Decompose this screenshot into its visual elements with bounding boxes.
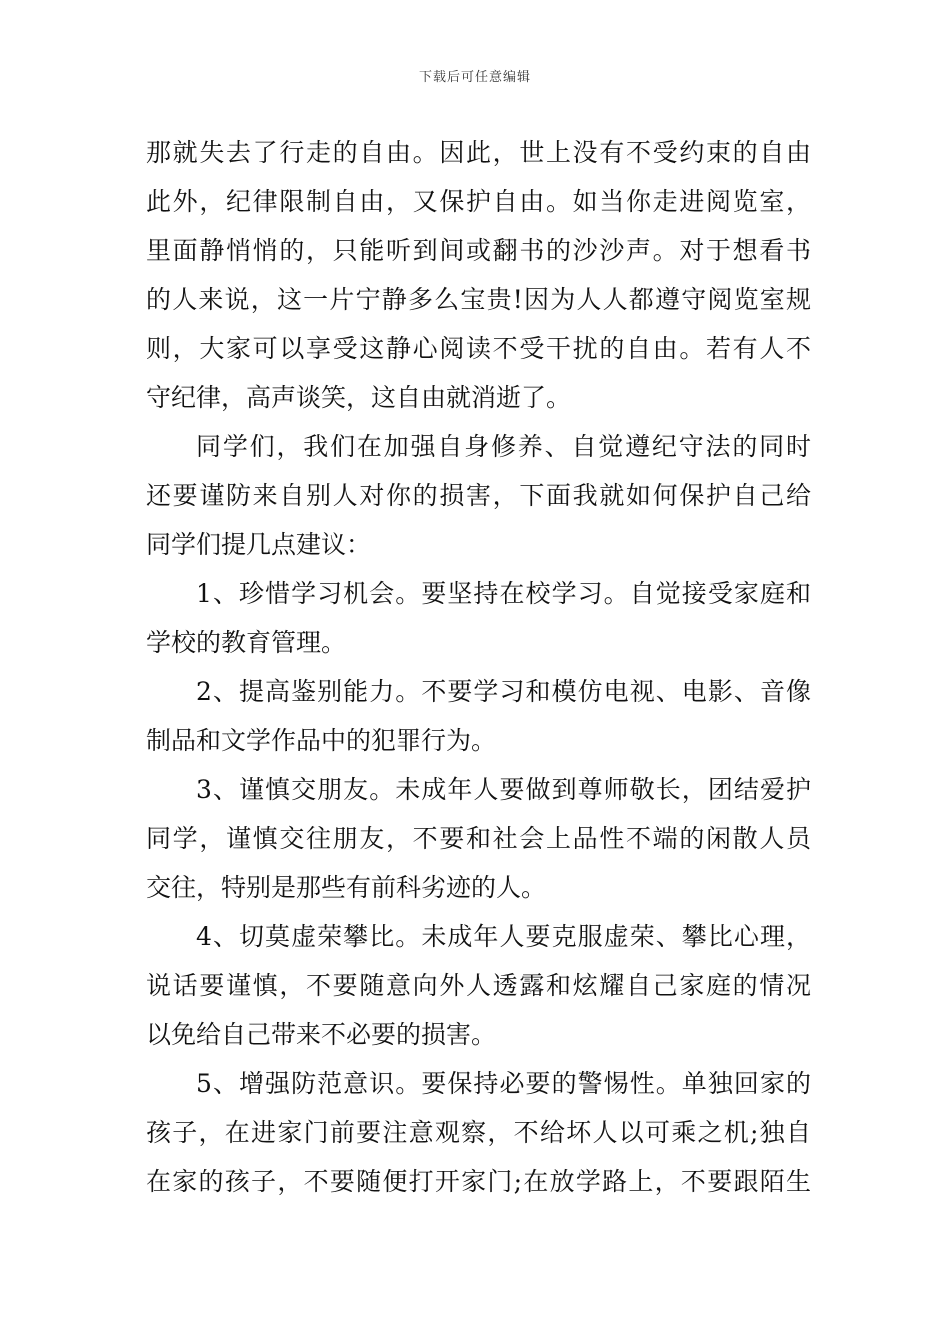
text-line: 则，大家可以享受这静心阅读不受干扰的自由。若有人不 xyxy=(146,334,811,363)
text-line: 交往，特别是那些有前科劣迹的人。 xyxy=(146,873,547,902)
text-line: 此外，纪律限制自由，又保护自由。如当你走进阅览室， xyxy=(146,187,811,216)
text-line: 同学，谨慎交往朋友，不要和社会上品性不端的闲散人员 xyxy=(146,824,811,853)
suggestion-4-line: 4、切莫虚荣攀比。未成年人要克服虚荣、攀比心理， xyxy=(196,922,811,951)
text-line: 守纪律，高声谈笑，这自由就消逝了。 xyxy=(146,383,572,412)
text-line: 以免给自己带来不必要的损害。 xyxy=(146,1020,497,1049)
text-line: 里面静悄悄的，只能听到间或翻书的沙沙声。对于想看书 xyxy=(146,236,811,265)
body-text xyxy=(146,128,811,1206)
paragraph-first-line: 同学们，我们在加强自身修养、自觉遵纪守法的同时 xyxy=(196,432,811,461)
text-line: 在家的孩子，不要随便打开家门;在放学路上，不要跟陌生 xyxy=(146,1167,811,1196)
text-line: 还要谨防来自别人对你的损害，下面我就如何保护自己给 xyxy=(146,481,811,510)
text-line: 说话要谨慎，不要随意向外人透露和炫耀自己家庭的情况 xyxy=(146,971,811,1000)
text-line: 制品和文学作品中的犯罪行为。 xyxy=(146,726,497,755)
suggestion-2-line: 2、提高鉴别能力。不要学习和模仿电视、电影、音像 xyxy=(196,677,811,706)
suggestion-3-line: 3、谨慎交朋友。未成年人要做到尊师敬长，团结爱护 xyxy=(196,775,811,804)
text-line: 孩子，在进家门前要注意观察，不给坏人以可乘之机;独自 xyxy=(146,1118,811,1147)
text-line: 那就失去了行走的自由。因此，世上没有不受约束的自由 xyxy=(146,138,811,167)
text-line: 同学们提几点建议： xyxy=(146,530,372,559)
header-note: 下载后可任意编辑 xyxy=(418,70,531,85)
text-line: 学校的教育管理。 xyxy=(146,628,347,657)
text-line: 的人来说，这一片宁静多么宝贵!因为人人都遵守阅览室规 xyxy=(146,285,811,314)
suggestion-5-line: 5、增强防范意识。要保持必要的警惕性。单独回家的 xyxy=(196,1069,811,1098)
suggestion-1-line: 1、珍惜学习机会。要坚持在校学习。自觉接受家庭和 xyxy=(196,579,811,608)
